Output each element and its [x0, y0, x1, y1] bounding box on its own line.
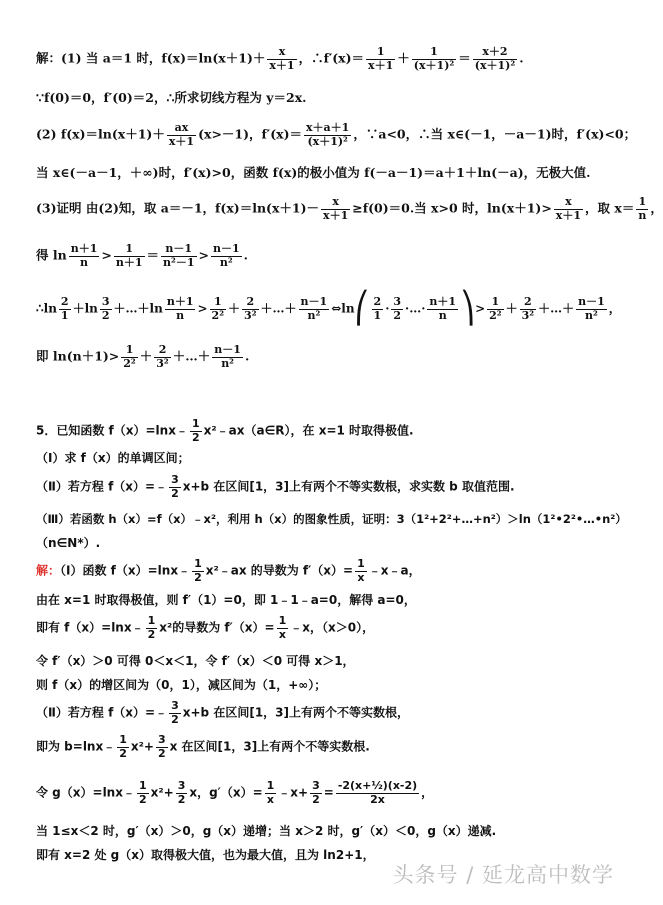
numerator: 3: [177, 779, 186, 792]
numerator: 2: [242, 296, 258, 310]
fraction: [310, 780, 322, 806]
answer-line-9: 当 1≤x＜2 时，g′（x）＞0，g（x）递增；当 x＞2 时，g′（x）＜0，g（x）递减.: [36, 824, 497, 838]
text: ＋ln: [72, 301, 98, 316]
fraction: [161, 243, 196, 269]
numerator: 1: [147, 614, 156, 627]
denominator: x＋1: [555, 208, 582, 222]
problem-line-4: （Ⅲ）若函数 h（x）=f（x）﹣x²，利用 h（x）的图象性质，证明：3（1²+2²+…+n²）＞ln（1²•2²•…•n²）: [36, 512, 627, 526]
denominator: n²: [221, 356, 235, 370]
denominator: 1: [373, 308, 382, 322]
numerator: 1: [194, 557, 202, 570]
text: 令 g（x）=lnx﹣: [36, 785, 135, 800]
fraction: [412, 46, 456, 72]
fraction: [267, 46, 296, 72]
numerator: 1: [636, 196, 648, 210]
text: （Ⅱ）若方程 f（x）=﹣: [36, 705, 168, 720]
numerator: 3: [157, 733, 166, 746]
numerator: 1: [266, 779, 275, 792]
problem-line-1: [36, 418, 620, 444]
fraction: [176, 780, 188, 806]
text: ＋: [228, 301, 241, 316]
text: ，取 x＝: [585, 200, 635, 216]
fraction: [554, 196, 583, 222]
numerator: 3: [312, 779, 320, 792]
text: x²﹣ax（a∈R），在 x=1 时取得极值.: [203, 423, 414, 438]
watermark: 头条号 / 延龙高中数学: [392, 863, 614, 887]
text: ，∴f′(x)＝: [298, 50, 365, 66]
numerator: 2: [60, 294, 69, 308]
text: ，: [421, 785, 434, 800]
text: ∴ln: [36, 301, 57, 316]
text: ﹣x+: [278, 785, 309, 800]
text: ＋…＋: [538, 301, 575, 316]
denominator: x＋1: [269, 58, 295, 72]
fraction: [137, 780, 149, 806]
fraction: [211, 243, 242, 269]
fraction: [355, 558, 367, 584]
denominator: n: [80, 255, 89, 269]
text: ≥f(0)＝0.当 x>0 时，ln(x＋1)>: [352, 200, 552, 216]
text: .: [519, 50, 524, 66]
fraction: [265, 780, 277, 806]
text: ＝: [458, 50, 471, 66]
fraction: [366, 46, 395, 72]
numerator: x＋2: [473, 46, 517, 60]
numerator: 1: [412, 46, 456, 60]
numerator: 3: [393, 294, 402, 308]
fraction: [299, 296, 330, 322]
numerator: n＋1: [429, 294, 457, 308]
fraction: [114, 243, 145, 269]
fraction: [487, 296, 503, 322]
numerator: x＋a＋1: [306, 121, 350, 134]
fraction: [169, 700, 181, 726]
denominator: (x＋1)²: [307, 134, 348, 148]
answer-line-5: 则 f（x）的增区间为（0，1），减区间为（1，+∞）；: [36, 678, 327, 692]
text: >: [197, 301, 208, 316]
text: ⇔ln: [331, 301, 355, 316]
fraction: [277, 615, 289, 641]
numerator: n－1: [214, 343, 241, 356]
numerator: 1: [191, 417, 200, 430]
denominator: 3²: [521, 308, 535, 322]
problem-line-3: [36, 474, 620, 500]
solution-line-6: [36, 243, 620, 269]
fraction: [576, 296, 607, 322]
text: x+b 在区间[1，3]上有两个不等实数根，求实数 b 取值范围.: [182, 479, 515, 494]
answer-line-8: [36, 780, 620, 806]
denominator: 2: [101, 308, 110, 322]
denominator: 2²: [211, 308, 225, 322]
text: 即有 f（x）=lnx﹣: [36, 620, 144, 635]
numerator: 2: [373, 294, 382, 308]
denominator: (x＋1)²: [413, 58, 455, 72]
answer-line-1: [36, 558, 620, 584]
answer-line-4: 令 f′（x）＞0 可得 0＜x＜1，令 f′（x）＜0 可得 x＞1，: [36, 654, 355, 668]
fraction: [192, 558, 204, 584]
denominator: n: [638, 208, 647, 222]
text: (x>－1)，f′(x)＝: [198, 126, 302, 142]
fraction: [372, 296, 384, 322]
text: 即为 b=lnx﹣: [36, 739, 116, 754]
answer-line-3: [36, 615, 620, 641]
text: x²+: [130, 739, 154, 754]
denominator: x＋1: [368, 58, 394, 72]
numerator: n－1: [212, 242, 240, 255]
denominator: (x＋1)²: [474, 58, 516, 72]
numerator: 1: [114, 243, 145, 257]
answer-line-2: 由在 x=1 时取得极值，则 f′（1）=0，即 1﹣1﹣a=0，解得 a=0，: [36, 593, 416, 607]
answer-line-6: [36, 700, 620, 726]
numerator: 1: [357, 557, 365, 570]
text: (3)证明 由(2)知，取 a＝－1，f(x)＝ln(x＋1)－: [36, 200, 320, 216]
numerator: 2: [154, 344, 170, 358]
numerator: 3: [101, 294, 110, 308]
denominator: 2: [171, 486, 179, 500]
denominator: 2: [171, 712, 179, 726]
text: （Ⅱ）若方程 f（x）=﹣: [36, 479, 168, 494]
solution-line-2: ∵f(0)＝0，f′(0)＝2，∴所求切线方程为 y＝2x.: [36, 90, 307, 105]
fraction: [156, 734, 168, 760]
text: x+b 在区间[1，3]上有两个不等实数根，: [182, 705, 409, 720]
fraction: [242, 296, 258, 322]
fraction: [100, 296, 112, 322]
fraction: [165, 296, 196, 322]
text: 5．已知函数 f（x）=lnx﹣: [36, 423, 188, 438]
numerator: 3: [171, 473, 179, 486]
answer-label: 解：: [36, 563, 61, 578]
numerator: n－1: [578, 294, 605, 308]
solution-line-1: [36, 46, 620, 72]
numerator: 1: [119, 733, 127, 746]
fraction: [121, 344, 137, 370]
solution-line-4: 当 x∈(－a－1，＋∞)时，f′(x)>0，函数 f(x)的极小值为 f(－a－1)＝a＋1＋ln(－a)，无极大值.: [36, 165, 591, 180]
numerator: x: [267, 46, 296, 60]
problem-line-2: （Ⅰ）求 f（x）的单调区间；: [36, 451, 190, 465]
fraction: [146, 615, 158, 641]
denominator: 2x: [370, 792, 385, 806]
left-bracket: ⎛: [354, 291, 370, 326]
numerator: 3: [171, 699, 179, 712]
fraction: [336, 780, 419, 806]
text: x²的导数为 f′（x）=: [159, 620, 275, 635]
fraction: [154, 344, 170, 370]
text: x²+: [150, 785, 174, 800]
text: ＋…＋: [172, 348, 211, 364]
numerator: 1: [366, 46, 395, 60]
text: >: [475, 301, 486, 316]
text: ＝: [146, 247, 160, 263]
text: 解：(1) 当 a＝1 时，f(x)＝ln(x＋1)＋: [36, 50, 266, 66]
numerator: x: [321, 196, 350, 210]
numerator: x: [554, 196, 583, 210]
fraction: [520, 296, 536, 322]
text: .: [244, 348, 250, 364]
text: x，g′（x）=: [189, 785, 263, 800]
denominator: x: [266, 792, 275, 806]
denominator: 2: [194, 570, 202, 584]
text: 得 ln: [36, 247, 67, 263]
denominator: 2: [312, 792, 320, 806]
denominator: n＋1: [115, 255, 143, 269]
numerator: n＋1: [166, 294, 194, 308]
fraction: [167, 122, 196, 148]
problem-line-5: （n∈N*）.: [36, 536, 101, 550]
solution-line-3: [36, 121, 637, 148]
fraction: [212, 344, 243, 370]
denominator: 2²: [489, 308, 502, 322]
numerator: ax: [167, 122, 196, 136]
text: ﹣x﹣a，: [368, 563, 421, 578]
numerator: -2(x+½)(x-2): [337, 779, 418, 792]
denominator: 2²: [123, 356, 136, 370]
fraction: [636, 196, 648, 222]
fraction: [169, 474, 181, 500]
fraction: [59, 296, 71, 322]
denominator: x＋1: [323, 208, 349, 222]
denominator: n: [176, 308, 185, 322]
denominator: n²－1: [163, 255, 195, 269]
denominator: 1: [60, 308, 69, 322]
text: >: [101, 247, 112, 263]
numerator: 1: [278, 614, 287, 627]
text: ＋…＋: [260, 301, 297, 316]
text: =: [323, 785, 334, 800]
fraction: [473, 46, 517, 72]
text: （Ⅰ）函数 f（x）=lnx﹣: [60, 563, 191, 578]
text: ，: [650, 200, 663, 216]
text: (2) f(x)＝ln(x＋1)＋: [36, 126, 165, 142]
denominator: x: [278, 627, 286, 641]
right-bracket: ⎞: [460, 291, 476, 326]
fraction: [321, 196, 350, 222]
text: 即 ln(n＋1)>: [36, 348, 120, 364]
denominator: 2: [119, 746, 127, 760]
answer-line-10: 即有 x=2 处 g（x）取得极大值，也为最大值，且为 ln2+1，: [36, 848, 375, 862]
numerator: n＋1: [70, 242, 98, 255]
text: x 在区间[1，3]上有两个不等实数根.: [169, 739, 370, 754]
denominator: 2: [191, 430, 200, 444]
numerator: 2: [520, 296, 536, 310]
fraction: [69, 243, 100, 269]
fraction: [117, 734, 129, 760]
text: ＋: [397, 50, 410, 66]
text: ，∵a<0，∴当 x∈(－1，－a－1)时，f′(x)<0；: [353, 126, 637, 142]
fraction: [427, 296, 458, 322]
denominator: 2: [147, 627, 156, 641]
solution-line-5: [36, 195, 663, 222]
fraction: [391, 296, 403, 322]
fraction: [304, 122, 351, 148]
text: ·: [385, 301, 390, 316]
denominator: x: [357, 570, 365, 584]
text: x²﹣ax 的导数为 f′（x）=: [205, 563, 354, 578]
denominator: x＋1: [168, 134, 195, 148]
denominator: 2: [393, 308, 402, 322]
denominator: 3²: [244, 308, 257, 322]
numerator: 1: [121, 344, 137, 358]
solution-line-8: [36, 344, 620, 370]
fraction: [190, 418, 202, 444]
denominator: 3²: [156, 356, 169, 370]
text: ＋: [139, 348, 153, 364]
denominator: n²: [307, 308, 321, 322]
denominator: n²: [219, 255, 233, 269]
numerator: n－1: [300, 294, 328, 308]
fraction: [210, 296, 226, 322]
numerator: 1: [487, 296, 503, 310]
text: ·…·: [405, 301, 426, 316]
text: ＋…＋ln: [113, 301, 163, 316]
denominator: 2: [138, 792, 147, 806]
text: ＋: [505, 301, 518, 316]
text: >: [198, 247, 209, 263]
numerator: 1: [210, 296, 226, 310]
text: ，: [608, 301, 621, 316]
denominator: n: [438, 308, 447, 322]
denominator: 2: [157, 746, 166, 760]
denominator: 2: [177, 792, 186, 806]
numerator: n－1: [161, 243, 196, 257]
text: ﹣x，（x＞0），: [290, 620, 375, 635]
text: .: [243, 247, 248, 263]
solution-line-7: [36, 291, 621, 326]
answer-line-7: [36, 734, 620, 760]
denominator: n²: [585, 308, 598, 322]
numerator: 1: [138, 779, 147, 792]
